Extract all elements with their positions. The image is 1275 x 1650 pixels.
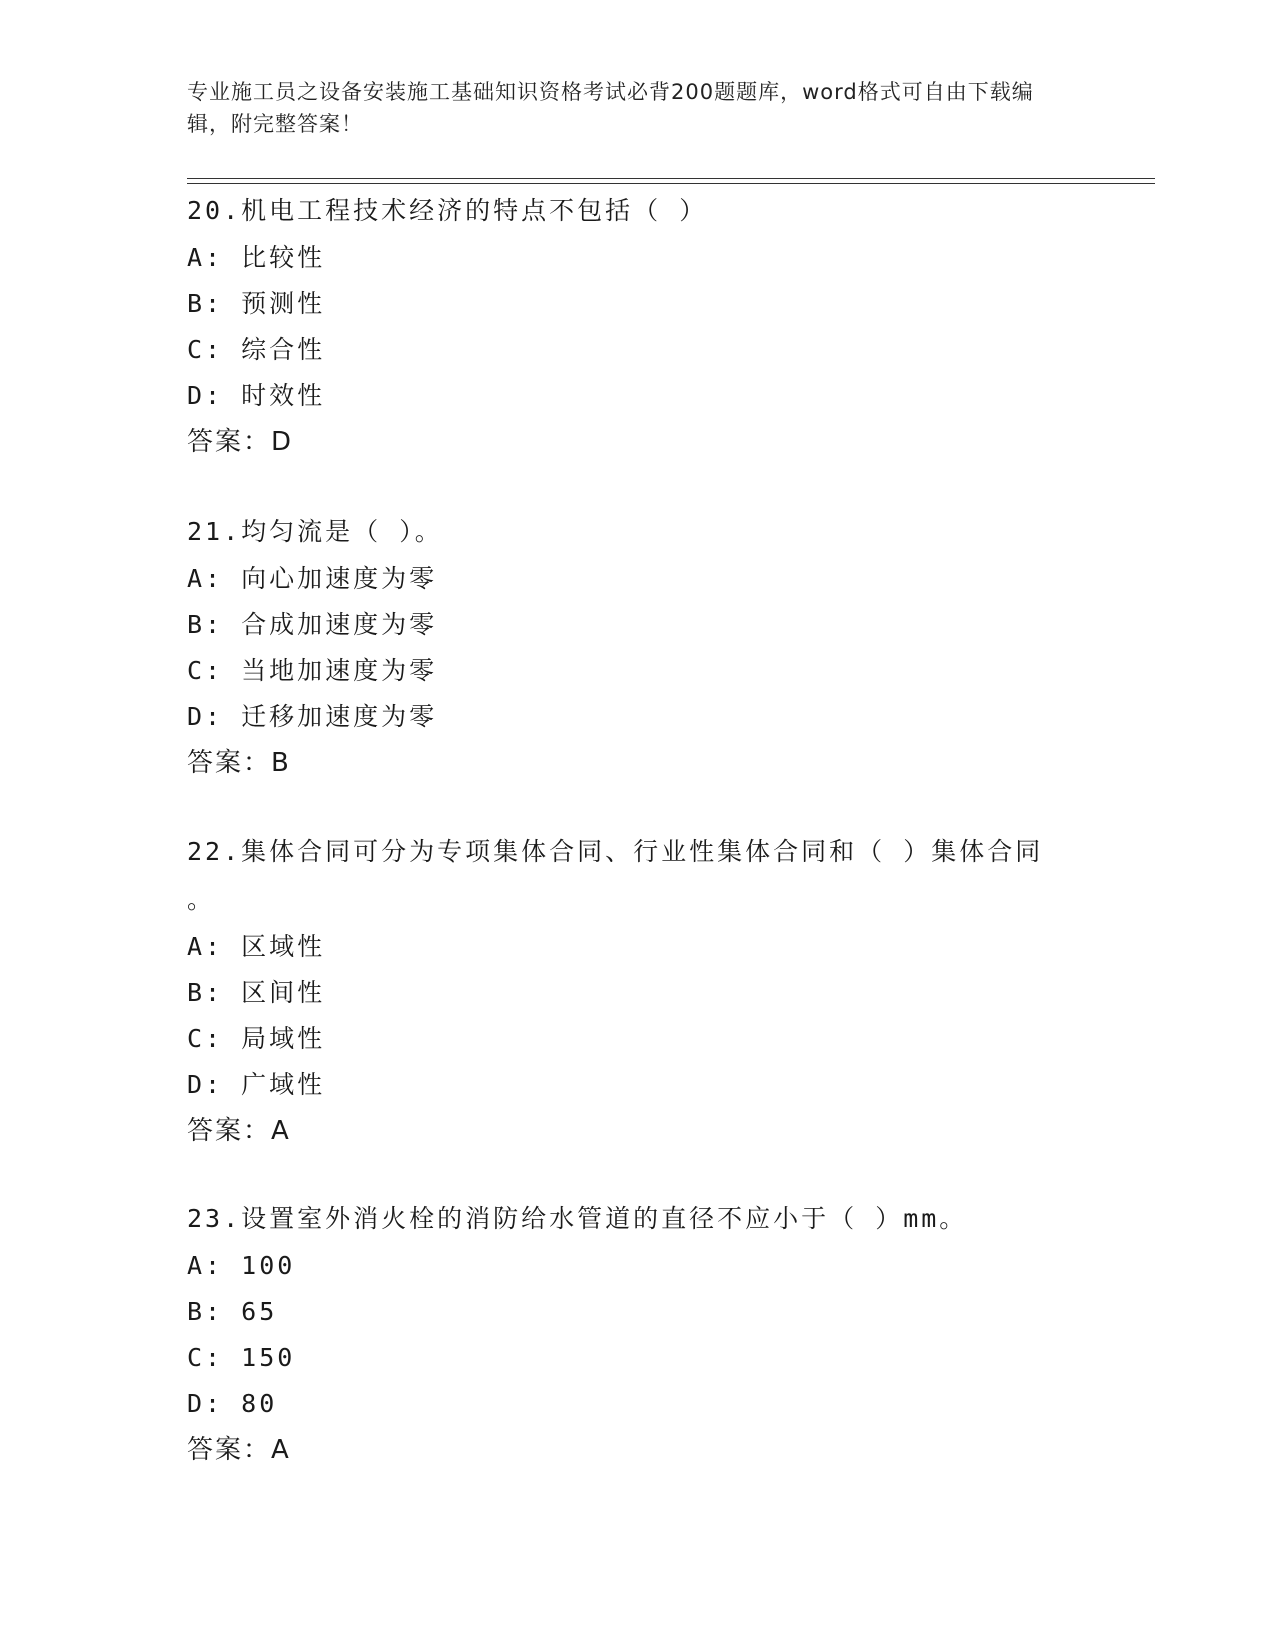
question-stem [187, 828, 1107, 924]
option-c: C: 局域性 [187, 1024, 326, 1053]
option-d: D: 迁移加速度为零 [187, 702, 438, 731]
question-stem-line1: 22.集体合同可分为专项集体合同、行业性集体合同和（ ）集体合同 [187, 837, 1044, 866]
option-a: A: 100 [187, 1251, 296, 1280]
question-22 [187, 828, 1107, 1154]
question-stem-line2: 。 [187, 885, 216, 914]
option-a: A: 向心加速度为零 [187, 564, 438, 593]
option-b: B: 预测性 [187, 289, 326, 318]
option-a: A: 比较性 [187, 243, 326, 272]
option-c: C: 150 [187, 1343, 296, 1372]
option-b: B: 合成加速度为零 [187, 610, 438, 639]
answer-line: 答案：B [187, 748, 291, 778]
option-d: D: 广域性 [187, 1070, 326, 1099]
header-divider-top [187, 178, 1155, 179]
answer-line: 答案：D [187, 427, 294, 457]
document-header [187, 76, 1067, 140]
document-title: 专业施工员之设备安装施工基础知识资格考试必背200题题库，word格式可自由下载编辑，附完整答案！ [187, 80, 1034, 136]
option-b: B: 区间性 [187, 978, 326, 1007]
question-23 [187, 1195, 1107, 1473]
question-20 [187, 187, 1107, 465]
option-c: C: 综合性 [187, 335, 326, 364]
answer-line: 答案：A [187, 1116, 291, 1146]
question-stem: 20.机电工程技术经济的特点不包括（ ） [187, 196, 708, 225]
question-21 [187, 508, 1107, 786]
option-a: A: 区域性 [187, 932, 326, 961]
option-c: C: 当地加速度为零 [187, 656, 438, 685]
answer-line: 答案：A [187, 1435, 291, 1465]
option-d: D: 时效性 [187, 381, 326, 410]
option-b: B: 65 [187, 1297, 278, 1326]
question-stem: 23.设置室外消火栓的消防给水管道的直径不应小于（ ）mm。 [187, 1204, 968, 1233]
option-d: D: 80 [187, 1389, 278, 1418]
header-divider-bottom [187, 183, 1155, 184]
question-stem: 21.均匀流是（ ）。 [187, 517, 443, 546]
